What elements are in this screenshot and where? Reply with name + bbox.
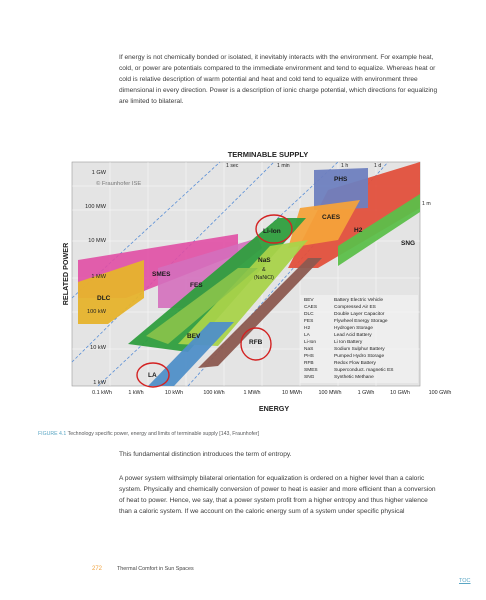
legend-abbr: LA (304, 333, 310, 338)
legend-abbr: H2 (304, 326, 311, 331)
figure-number: FIGURE 4.1 (38, 431, 67, 437)
legend-abbr: Li-Ion (304, 340, 316, 345)
legend-desc: Pumped Hydro Storage (334, 354, 385, 359)
x-tick: 10 GWh (390, 390, 410, 396)
legend-abbr: PHS (304, 354, 314, 359)
legend-desc: Hydrogen Storage (334, 326, 373, 331)
legend-abbr: BEV (304, 298, 314, 303)
x-tick: 1 MWh (243, 390, 261, 396)
legend-desc: Battery Electric Vehicle (334, 298, 384, 303)
label-caes: CAES (322, 214, 341, 221)
y-tick: 1 GW (91, 170, 106, 176)
label-li-ion: Li-Ion (263, 228, 281, 235)
legend-desc: Double Layer Capacitor (334, 312, 385, 317)
label-la: LA (148, 372, 157, 379)
legend-abbr: RFB (304, 361, 314, 366)
legend-desc: Li Ion Battery (334, 340, 363, 345)
label-h2: H2 (354, 227, 363, 234)
x-tick: 100 GWh (428, 390, 452, 396)
legend-desc: Redox Flow Battery (334, 361, 376, 366)
x-tick: 10 MWh (281, 390, 303, 396)
label-rfb: RFB (249, 339, 263, 346)
x-tick: 100 MWh (318, 390, 342, 396)
label-nas: NaS (258, 257, 271, 264)
time-label-1-m: 1 m (422, 201, 431, 207)
y-tick: 10 MW (88, 238, 106, 244)
y-tick: 1 MW (91, 274, 106, 280)
legend-abbr: DLC (304, 312, 314, 317)
label-dlc: DLC (97, 295, 111, 302)
figure-watermark: © Fraunhofer ISE (96, 181, 142, 187)
x-tick: 0.1 kWh (92, 390, 112, 396)
x-tick: 1 GWh (357, 390, 375, 396)
body-paragraph: A power system withsimply bilateral orientation for equalization is ordered on a higher level than a caloric system. Physically and chemically conversion of power to heat is easier and more efficient than a conversion of heat to power. Hence, we say, that a power system profit from a higher entropy and thus higher valence than a caloric system. If we account on the caloric energy sum of a system under specific physical (119, 475, 436, 515)
legend (300, 295, 418, 383)
label-bev: BEV (187, 333, 201, 340)
legend-desc: Synthetic Methane (334, 375, 374, 380)
figure-title: TERMINABLE SUPPLY (227, 150, 309, 159)
y-tick: 100 MW (85, 204, 106, 210)
x-tick: 10 kWh (164, 390, 184, 396)
figure-caption (38, 431, 259, 437)
toc-link[interactable]: TOC (459, 578, 471, 584)
x-tick: 100 kWh (203, 390, 225, 396)
page-number: 272 (92, 566, 103, 572)
label-fes: FES (190, 282, 203, 289)
label-smes: SMES (152, 271, 171, 278)
time-label-1-sec: 1 sec (226, 163, 239, 169)
y-tick: 1 kW (93, 380, 106, 386)
label-sng: SNG (401, 240, 416, 247)
legend-abbr: CAES (304, 305, 318, 310)
time-label-1-d: 1 d (374, 163, 382, 169)
legend-abbr: SMES (304, 368, 318, 373)
body-paragraph: If energy is not chemically bonded or isolated, it inevitably interacts with the environment. For example heat, cold, or power are potentials compared to the immediate environment and tend to equalize. Whereas heat or cold is relative description of warm potential and heat and cold tend to equalize with environment three dimensional in every direction. Power is a description of ionic charge potential, which directions for equalizing are limited to bilateral. (119, 54, 438, 105)
legend-abbr: FES (304, 319, 314, 324)
legend-desc: Sodium Sulphur Battery (334, 347, 385, 352)
label-phs: PHS (334, 176, 348, 183)
label-nanicl: (NaNiCl) (254, 275, 274, 281)
caption-text: Technology specific power, energy and limits of terminable supply [143, Fraunhofer] (66, 431, 260, 437)
y-tick: 10 kW (90, 345, 106, 351)
time-label-1-min: 1 min (277, 163, 290, 169)
x-axis-label: ENERGY (258, 404, 290, 413)
running-footer-title: Thermal Comfort in Sun Spaces (117, 566, 194, 572)
body-paragraph: This fundamental distinction introduces the term of entropy. (119, 451, 292, 458)
y-tick: 100 kW (87, 309, 106, 315)
legend-abbr: SNG (304, 375, 315, 380)
storage-technology-figure (38, 148, 468, 428)
x-tick: 1 kWh (128, 390, 144, 396)
legend-desc: Compressed Air ES (334, 305, 376, 310)
legend-desc: Superconduct. magnetic ES (334, 368, 394, 373)
legend-desc: Flywheel Energy Storage (334, 319, 388, 324)
time-label-1-h: 1 h (341, 163, 349, 169)
legend-desc: Lead Acid Battery (334, 333, 372, 338)
legend-abbr: NaS (304, 347, 314, 352)
y-axis-label: RELATED POWER (61, 242, 70, 306)
label-nas-and: & (262, 267, 266, 273)
